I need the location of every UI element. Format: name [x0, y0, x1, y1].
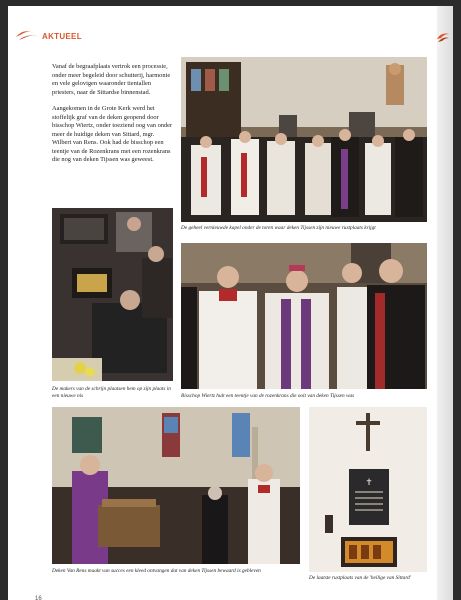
photo-chapel-clergy	[181, 57, 427, 222]
photo-caption: Bisschop Wiertz hult een teentje van de rozenkrans die ooit van deken Tijssen was	[181, 393, 355, 399]
article-paragraph: Vanaf de begraafplaats vertrok een processie, onder meer begeleid door schutterij, harmonie en vele gelovigen waaronder tientallen priesters, naar de Sittardse binnenstad.	[52, 63, 171, 96]
page-spine	[437, 6, 453, 600]
article-body	[52, 63, 174, 173]
svg-text:✝: ✝	[365, 478, 373, 488]
swoosh-logo-icon	[436, 30, 450, 44]
photo-church-interior	[52, 407, 300, 564]
photo-caption: De geheel vernieuwde kapel onder de toren waar deken Tijssen zijn nieuwe rustplaats krijgt	[181, 225, 376, 231]
page-number: 16	[35, 596, 42, 600]
photo-caption: De laatste rustplaats van de 'heilige van Sittard'	[309, 575, 411, 581]
magazine-page	[8, 6, 453, 600]
swoosh-logo-icon	[15, 28, 41, 42]
section-label: AKTUEEL	[42, 32, 82, 41]
article-paragraph: Aangekomen in de Grote Kerk werd het stoffelijk graf van de deken geopend door bisschop Wiertz, onder toeziend oog van onder meer de huidige deken van Sittard, mgr. Wilbert van Rens. Ook had de bisschop een teentje van de Rozenkrans met een rozenkrans die nog van deken Tijssen was geweest.	[52, 105, 173, 163]
photo-placing-shrine	[52, 208, 173, 381]
photo-caption: Deken Van Rens maakt van succes een kleed ontvangen dat van deken Tijssen bewaard is gebleven	[52, 568, 261, 574]
photo-bishop-rosary	[181, 243, 427, 389]
photo-caption: De makers van de schrijn plaatsen hem op zijn plaats in een nieuwe nis	[52, 386, 171, 399]
photo-resting-place	[309, 407, 427, 572]
